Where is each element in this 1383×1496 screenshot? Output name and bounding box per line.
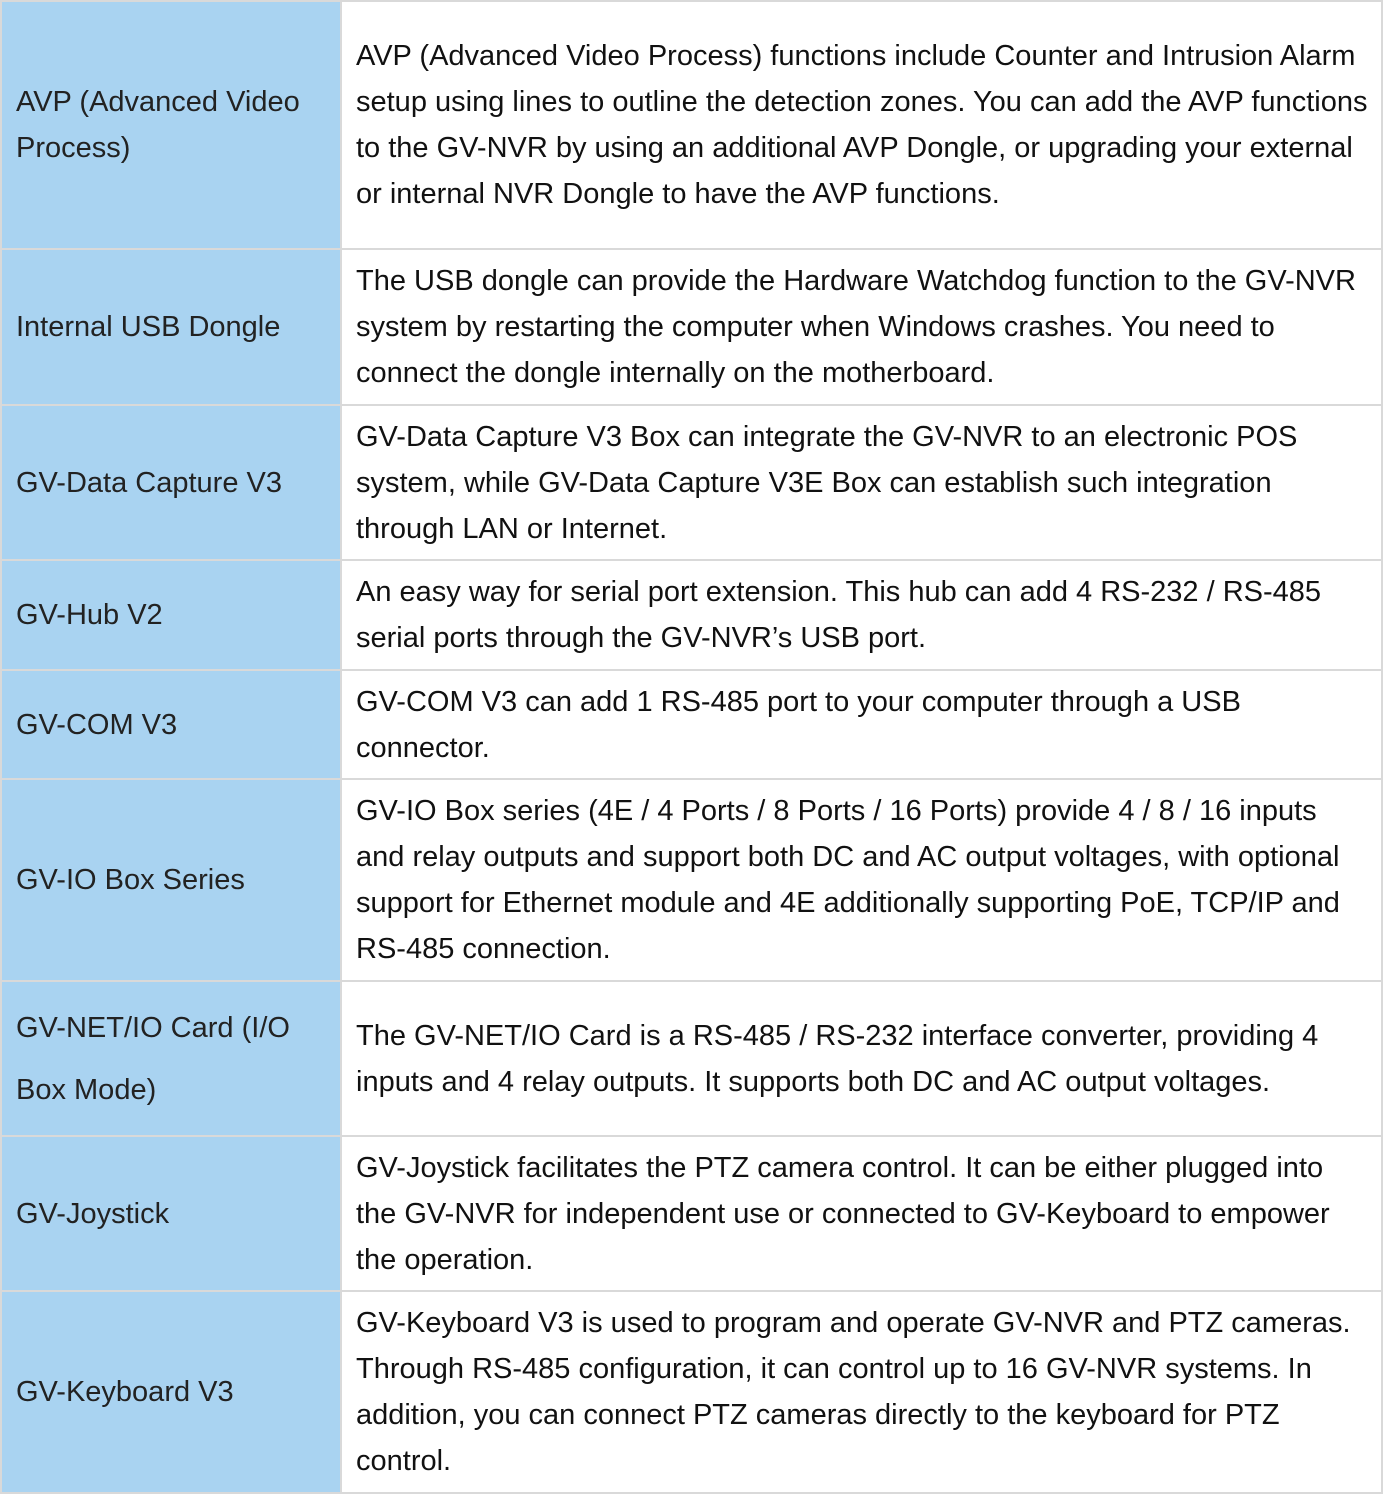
- table-row: [1, 1136, 1382, 1291]
- table-row: [1, 1291, 1382, 1493]
- accessory-description: GV-COM V3 can add 1 RS-485 port to your computer through a USB connector.: [341, 670, 1382, 779]
- accessory-name: GV-COM V3: [1, 670, 341, 779]
- accessory-name: GV-Joystick: [1, 1136, 341, 1291]
- accessory-name: Internal USB Dongle: [1, 249, 341, 405]
- accessory-description: GV-Joystick facilitates the PTZ camera control. It can be either plugged into the GV-NVR for independent use or connected to GV-Keyboard to empower the operation.: [341, 1136, 1382, 1291]
- table-row: [1, 779, 1382, 981]
- table-row: [1, 981, 1382, 1136]
- table-row: [1, 405, 1382, 560]
- accessory-description: GV-Data Capture V3 Box can integrate the GV-NVR to an electronic POS system, while GV-Data Capture V3E Box can establish such integration through LAN or Internet.: [341, 405, 1382, 560]
- accessory-description: AVP (Advanced Video Process) functions include Counter and Intrusion Alarm setup using lines to outline the detection zones. You can add the AVP functions to the GV-NVR by using an additional AVP Dongle, or upgrading your external or internal NVR Dongle to have the AVP functions.: [341, 1, 1382, 249]
- accessory-description: GV-Keyboard V3 is used to program and operate GV-NVR and PTZ cameras. Through RS-485 configuration, it can control up to 16 GV-NVR systems. In addition, you can connect PTZ cameras directly to the keyboard for PTZ control.: [341, 1291, 1382, 1493]
- accessory-name: GV-IO Box Series: [1, 779, 341, 981]
- accessory-name: AVP (Advanced Video Process): [1, 1, 341, 249]
- table-row: [1, 1, 1382, 249]
- accessory-description: The GV-NET/IO Card is a RS-485 / RS-232 interface converter, providing 4 inputs and 4 relay outputs. It supports both DC and AC output voltages.: [341, 981, 1382, 1136]
- table-row: [1, 249, 1382, 405]
- accessory-description: GV-IO Box series (4E / 4 Ports / 8 Ports / 16 Ports) provide 4 / 8 / 16 inputs and relay outputs and support both DC and AC output voltages, with optional support for Ethernet module and 4E additionally supporting PoE, TCP/IP and RS-485 connection.: [341, 779, 1382, 981]
- table-row: [1, 560, 1382, 670]
- accessory-description: An easy way for serial port extension. This hub can add 4 RS-232 / RS-485 serial ports through the GV-NVR’s USB port.: [341, 560, 1382, 670]
- accessory-name: GV-Hub V2: [1, 560, 341, 670]
- accessory-name: GV-Keyboard V3: [1, 1291, 341, 1493]
- accessory-name: GV-Data Capture V3: [1, 405, 341, 560]
- table-row: [1, 670, 1382, 779]
- accessory-description: The USB dongle can provide the Hardware Watchdog function to the GV-NVR system by restarting the computer when Windows crashes. You need to connect the dongle internally on the motherboard.: [341, 249, 1382, 405]
- accessory-name: GV-NET/IO Card (I/O Box Mode): [1, 981, 341, 1136]
